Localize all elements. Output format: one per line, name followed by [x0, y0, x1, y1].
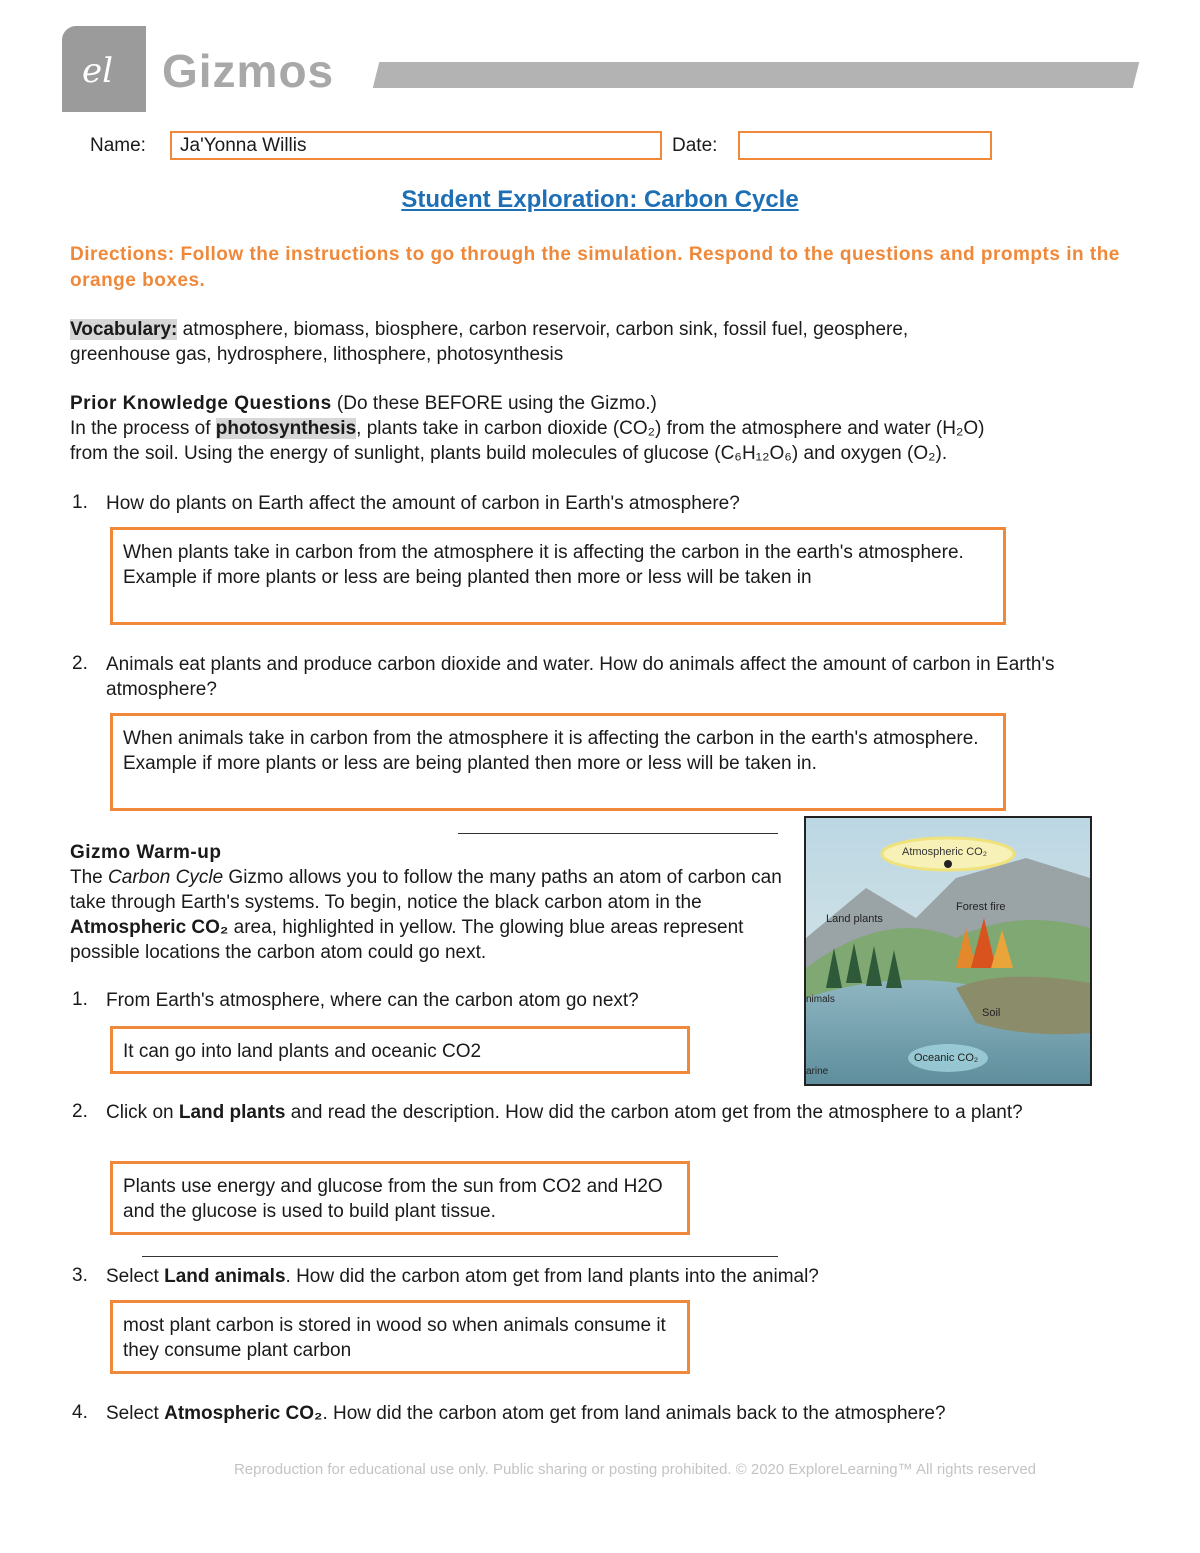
- warmup-p2: Gizmo allows you to follow the many paths an atom of carbon can take through Earth's systems. To begin, notice the black carbon atom in the: [70, 867, 782, 913]
- divider-2: [142, 1256, 778, 1257]
- vocabulary-line2: greenhouse gas, hydrosphere, lithosphere, photosynthesis: [70, 344, 564, 365]
- prior-q1-answer[interactable]: When plants take in carbon from the atmosphere it is affecting the carbon in the earth's atmosphere. Example if more plants or less are being planted then more or less will be taken in: [110, 527, 1006, 625]
- warmup-q4-pre: Select: [106, 1403, 165, 1424]
- warmup-q2-post: and read the description. How did the carbon atom get from the atmosphere to a plant?: [285, 1102, 1023, 1123]
- warmup-q1-answer[interactable]: It can go into land plants and oceanic CO2: [110, 1026, 690, 1074]
- prior-q1-number: 1.: [72, 492, 88, 513]
- header-bar: [373, 62, 1139, 88]
- prior-intro-b: , plants take in carbon dioxide (CO₂) from the atmosphere and water (H₂O): [356, 418, 985, 439]
- warmup-q2-number: 2.: [72, 1101, 88, 1122]
- vocabulary: [70, 317, 1130, 367]
- warmup-q2-pre: Click on: [106, 1102, 179, 1123]
- warmup-q4-number: 4.: [72, 1402, 88, 1423]
- prior-q2-number: 2.: [72, 653, 88, 674]
- carbon-cycle-simulation-image: [804, 816, 1092, 1086]
- warmup-p1: The: [70, 867, 109, 888]
- svg-text:el: el: [82, 51, 113, 91]
- warmup-q1-number: 1.: [72, 989, 88, 1010]
- gizmos-logo-mark: [62, 26, 146, 112]
- prior-intro-a: In the process of: [70, 418, 216, 439]
- sim-soil-label: Soil: [982, 1007, 1001, 1019]
- sim-forest-fire-label: Forest fire: [956, 901, 1006, 913]
- warmup-q3-number: 3.: [72, 1265, 88, 1286]
- prior-intro-highlight: photosynthesis: [215, 418, 357, 439]
- warmup-q4-bold: Atmospheric CO₂: [164, 1403, 323, 1424]
- vocabulary-line1: atmosphere, biomass, biosphere, carbon reservoir, carbon sink, fossil fuel, geosphere,: [177, 319, 909, 340]
- sim-land-plants-label: Land plants: [826, 913, 883, 925]
- page-title: Student Exploration: Carbon Cycle: [401, 186, 799, 213]
- warmup-heading: Gizmo Warm-up: [70, 842, 222, 863]
- vocabulary-label: Vocabulary:: [70, 319, 178, 340]
- warmup-q1-pre: From Earth's atmosphere, where can the carbon atom go next?: [106, 990, 639, 1011]
- name-label: Name:: [90, 135, 146, 156]
- warmup-q4-text: [106, 1401, 1106, 1426]
- prior-heading-note: (Do these BEFORE using the Gizmo.): [331, 393, 657, 414]
- warmup-q4-post: . How did the carbon atom get from land animals back to the atmosphere?: [322, 1403, 946, 1424]
- prior-knowledge-section: [70, 391, 1130, 466]
- warmup-q1-text: [106, 988, 796, 1013]
- directions: Directions: Follow the instructions to go through the simulation. Respond to the questions and prompts in the orange boxes.: [70, 244, 1120, 291]
- warmup-q2-bold: Land plants: [178, 1102, 286, 1123]
- warmup-q3-answer[interactable]: most plant carbon is stored in wood so when animals consume it they consume plant carbon: [110, 1300, 690, 1374]
- prior-q2-answer[interactable]: When animals take in carbon from the atmosphere it is affecting the carbon in the earth's atmosphere. Example if more plants or less are being planted then more or less will be taken in.: [110, 713, 1006, 811]
- date-field[interactable]: [738, 131, 992, 160]
- warmup-p3: area, highlighted in yellow. The glowing blue areas represent possible locations the carbon atom could go next.: [70, 917, 744, 963]
- date-label: Date:: [672, 135, 718, 156]
- warmup-q2-text: [106, 1100, 1106, 1125]
- el-logo-icon: [62, 26, 146, 112]
- sim-marine-label: arine: [806, 1066, 829, 1077]
- divider: [458, 833, 778, 834]
- prior-q2-text: Animals eat plants and produce carbon dioxide and water. How do animals affect the amount of carbon in Earth's atmosphere?: [106, 654, 1055, 700]
- brand-name: Gizmos: [162, 45, 335, 97]
- warmup-section: [70, 840, 795, 965]
- carbon-atom-icon: [944, 860, 952, 868]
- sim-animals-label: nimals: [806, 994, 835, 1005]
- prior-intro-c: from the soil. Using the energy of sunlight, plants build molecules of glucose (C₆H₁₂O₆) and oxygen (O₂).: [70, 443, 948, 464]
- warmup-italic: Carbon Cycle: [108, 867, 224, 888]
- prior-heading: Prior Knowledge Questions: [70, 393, 332, 414]
- warmup-q3-text: [106, 1264, 1106, 1289]
- footer: Reproduction for educational use only. Public sharing or posting prohibited. © 2020 ExploreLearning™ All rights reserved: [233, 1461, 1037, 1478]
- name-field[interactable]: Ja'Yonna Willis: [170, 131, 662, 160]
- warmup-q3-pre: Select: [106, 1266, 165, 1287]
- warmup-q2-answer[interactable]: Plants use energy and glucose from the sun from CO2 and H2O and the glucose is used to build plant tissue.: [110, 1161, 690, 1235]
- sim-oceanic-label: Oceanic CO₂: [914, 1052, 979, 1064]
- warmup-q3-bold: Land animals: [164, 1266, 286, 1287]
- prior-q1-text: How do plants on Earth affect the amount of carbon in Earth's atmosphere?: [106, 493, 740, 514]
- warmup-bold: Atmospheric CO₂: [70, 917, 229, 938]
- sim-atmospheric-label: Atmospheric CO₂: [902, 846, 987, 858]
- warmup-q3-post: . How did the carbon atom get from land plants into the animal?: [285, 1266, 819, 1287]
